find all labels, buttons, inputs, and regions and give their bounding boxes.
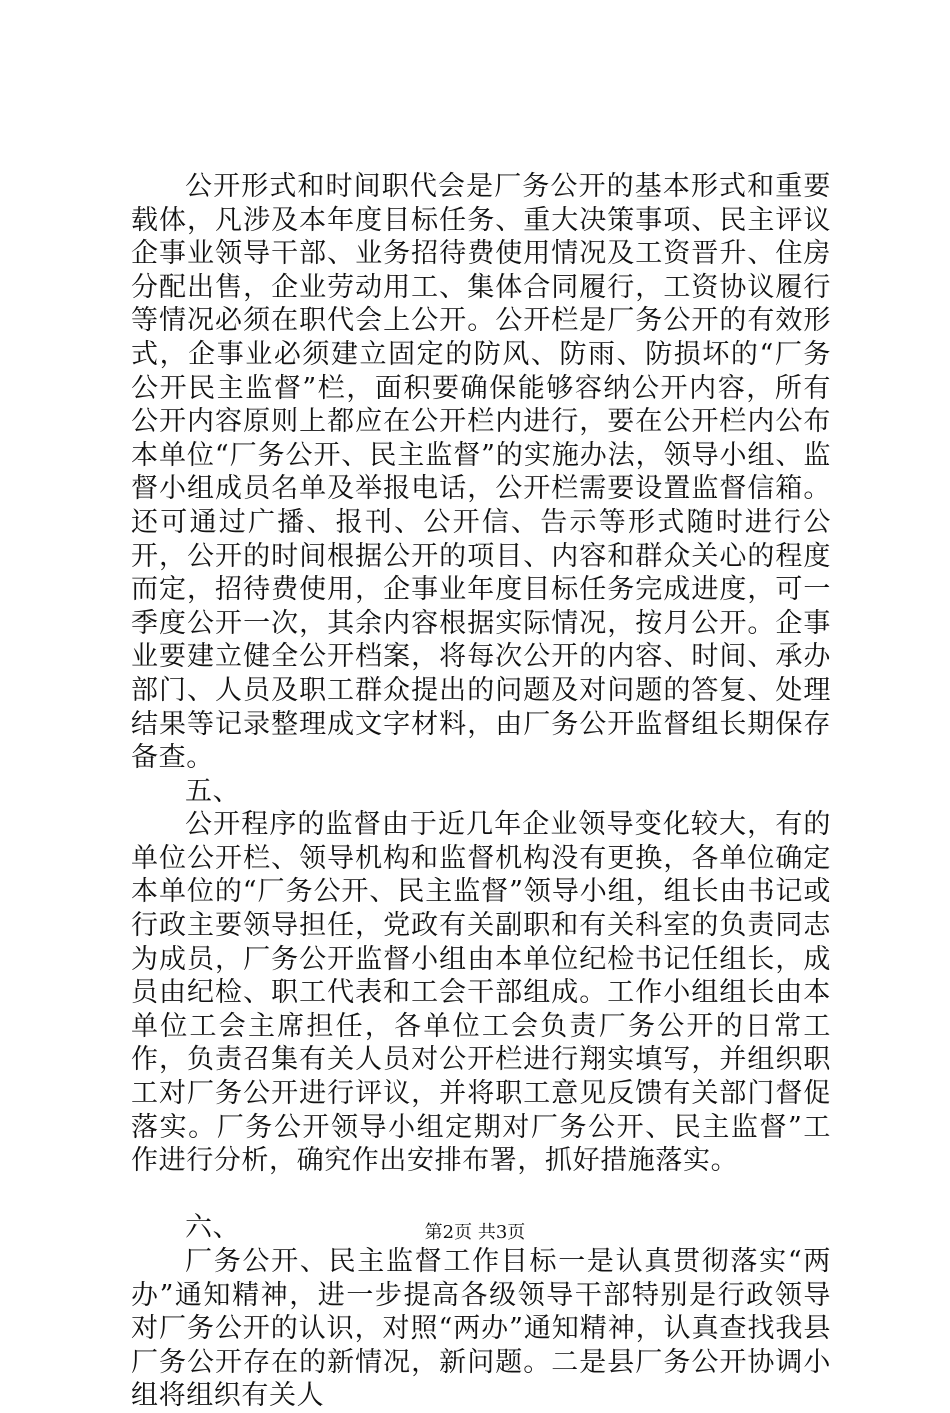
page-footer: 第2页 共3页 (424, 1222, 526, 1243)
paragraph-procedure-supervision: 公开程序的监督由于近几年企业领导变化较大，有的单位公开栏、领导机构和监督机构没有更换，各单位确定本单位的“厂务公开、民主监督”领导小组，组长由书记或行政主要领导担任，党政有关副职和有关科室的负责同志为成员，厂务公开监督小组由本单位纪检书记任组长，成员由纪检、职工代表和工会干部组成。工作小组组长由本单位工会主席担任，各单位工会负责厂务公开的日常工作，负责召集有关人员对公开栏进行翔实填写，并组织职工对厂务公开进行评议，并将职工意见反馈有关部门督促落实。厂务公开领导小组定期对厂务公开、民主监督”工作进行分析，确究作出安排布署，抓好措施落实。 (131, 809, 831, 1177)
paragraph-disclosure-form: 公开形式和时间职代会是厂务公开的基本形式和重要载体，凡涉及本年度目标任务、重大决策事项、民主评议企事业领导干部、业务招待费使用情况及工资晋升、住房分配出售，企业劳动用工、集体合同履行，工资协议履行等情况必须在职代会上公开。公开栏是厂务公开的有效形式，企事业必须建立固定的防风、防雨、防损坏的“厂务公开民主监督”栏，面积要确保能够容纳公开内容，所有公开内容原则上都应在公开栏内进行，要在公开栏内公布本单位“厂务公开、民主监督”的实施办法，领导小组、监督小组成员名单及举报电话，公开栏需要设置监督信箱。还可通过广播、报刊、公开信、告示等形式随时进行公开，公开的时间根据公开的项目、内容和群众关心的程度而定，招待费使用，企事业年度目标任务完成进度，可一季度公开一次，其余内容根据实际情况，按月公开。企事业要建立健全公开档案，将每次公开的内容、时间、承办部门、人员及职工群众提出的问题及对问题的答复、处理结果等记录整理成文字材料，由厂务公开监督组长期保存备查。 (131, 171, 831, 774)
blank-line (131, 1178, 831, 1212)
section-heading-five: 五、 (185, 775, 241, 807)
section-heading-six: 六、 (185, 1212, 241, 1244)
paragraph-work-goals: 厂务公开、民主监督工作目标一是认真贯彻落实“两办”通知精神，进一步提高各级领导干部特别是行政领导对厂务公开的认识，对照“两办”通知精神，认真查找我县厂务公开存在的新情况，新问题。二是县厂务公开协调小组将组织有关人 (131, 1246, 831, 1412)
